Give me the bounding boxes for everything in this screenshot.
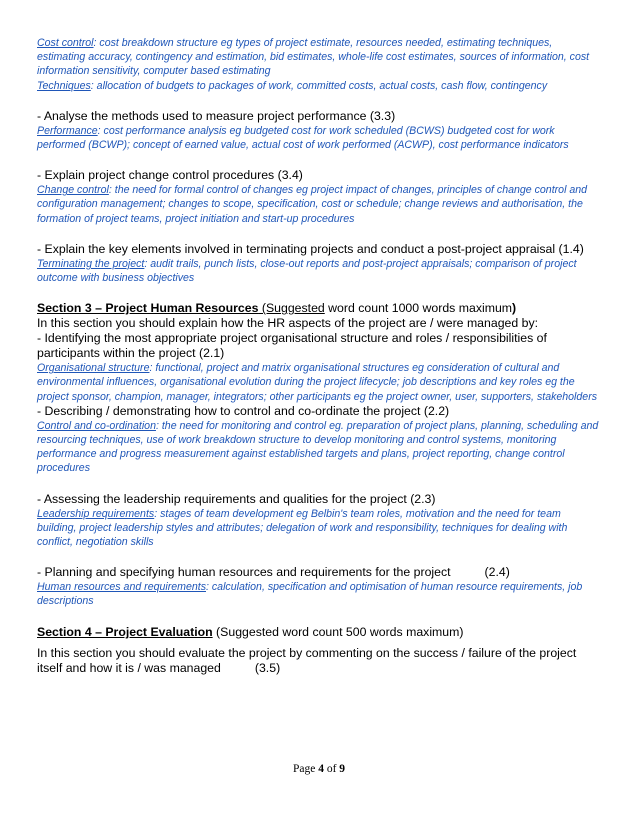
section-4-rest: (Suggested word count 500 words maximum) [212, 624, 464, 639]
section-4-ref: (3.5) [254, 660, 281, 675]
footer-mid: of [323, 763, 340, 775]
hr-requirements-note [37, 580, 602, 608]
task-2-4-ref: (2.4) [484, 565, 510, 580]
techniques-label: Techniques [37, 79, 91, 92]
footer-total-pages: 9 [339, 763, 346, 775]
section-4-heading [37, 625, 602, 640]
terminating-note [37, 257, 602, 285]
footer-prefix: Page [292, 763, 319, 775]
change-control-note [37, 183, 602, 226]
leadership-note [37, 507, 602, 550]
performance-note [37, 124, 602, 152]
task-2-1: - Identifying the most appropriate project organisational structure and roles / responsibilities of participants within the project (2.1) [37, 331, 547, 361]
performance-label: Performance [37, 124, 98, 137]
task-2-2: - Describing / demonstrating how to control and co-ordinate the project (2.2) [37, 403, 450, 418]
cost-control-note [37, 36, 602, 79]
control-coordination-text: : the need for monitoring and control eg. preparation of project plans, planning, scheduling and resourcing techniques, use of work breakdown structure to develop monitoring and control systems, monitoring performance and progress measurement against established targets and plans, project reporting, change control procedures [37, 419, 599, 475]
section-4-title: Section 4 – Project Evaluation [37, 624, 213, 639]
section-3-word: word [324, 301, 355, 316]
task-3-3: - Analyse the methods used to measure project performance (3.3) [37, 108, 396, 123]
terminating-label: Terminating the project [37, 257, 145, 270]
task-1-4: - Explain the key elements involved in terminating projects and conduct a post-project appraisal (1.4) [37, 241, 584, 256]
section-4-intro [37, 646, 602, 676]
page-footer [0, 763, 638, 775]
section-3-intro: In this section you should explain how the HR aspects of the project are / were managed by: [37, 316, 539, 331]
task-3-4: - Explain project change control procedures (3.4) [37, 168, 303, 183]
section-3-close: ) [512, 301, 517, 316]
control-coordination-label: Control and co-ordination [37, 419, 156, 432]
hr-requirements-text: : calculation, specification and optimisation of human resource requirements, job descriptions [37, 581, 583, 608]
document-page [37, 36, 602, 676]
org-structure-note [37, 361, 602, 404]
section-3-post: count 1000 words maximum [354, 301, 513, 316]
task-2-4-text: - Planning and specifying human resources and requirements for the project [37, 565, 451, 580]
section-4-intro-text: In this section you should evaluate the project by commenting on the success / failure of the project itself and how it is / was managed [37, 645, 577, 675]
change-control-label: Change control [37, 184, 109, 197]
performance-text: : cost performance analysis eg budgeted cost for work scheduled (BCWS) budgeted cost for work performed (BCWP); concept of earned value, actual cost of work performed (ACWP), cost performance indicators [37, 124, 569, 152]
change-control-text: : the need for formal control of changes eg project impact of changes, principles of change control and configuration management; changes to scope, specification, cost or schedule; change reviews and authorisation, the formation of project teams, project initiation and start-up procedures [37, 184, 588, 225]
org-structure-text: : functional, project and matrix organisational structures eg consideration of cultural and environmental influences, organisational evolution during the project lifecycle; job descriptions and key roles eg the project sponsor, champion, manager, integrators; other participants eg the project owner, user, supporters, stakeholders [37, 362, 598, 403]
task-2-4 [37, 565, 602, 580]
techniques-text: : allocation of budgets to packages of work, committed costs, actual costs, cash flow, contingency [90, 79, 548, 92]
footer-current-page: 4 [318, 763, 324, 775]
cost-control-text: : cost breakdown structure eg types of project estimate, resources needed, estimating techniques, estimating accuracy, contingency and estimation, bid estimates, whole-life cost estimates, sources of information, cost information sensitivity, computer based estimating [37, 37, 590, 78]
terminating-text: : audit trails, punch lists, close-out reports and post-project appraisals; comparison of project outcome with business objectives [37, 257, 577, 285]
cost-control-label: Cost control [37, 37, 94, 49]
hr-requirements-label: Human resources and requirements [37, 581, 206, 594]
leadership-label: Leadership requirements [37, 507, 155, 520]
techniques-note [37, 79, 602, 93]
org-structure-label: Organisational structure [37, 362, 150, 375]
task-2-3: - Assessing the leadership requirements and qualities for the project (2.3) [37, 491, 436, 506]
section-3-pre: (Suggested [258, 301, 325, 316]
section-3-title: Section 3 – Project Human Resources [37, 301, 259, 316]
section-3-heading [37, 301, 602, 316]
control-coordination-note [37, 419, 602, 476]
leadership-text: : stages of team development eg Belbin's team roles, motivation and the need for team building, project leadership styles and attributes; delegation of work and responsibility, techniques for dealing with conflict, negotiation skills [37, 507, 568, 549]
